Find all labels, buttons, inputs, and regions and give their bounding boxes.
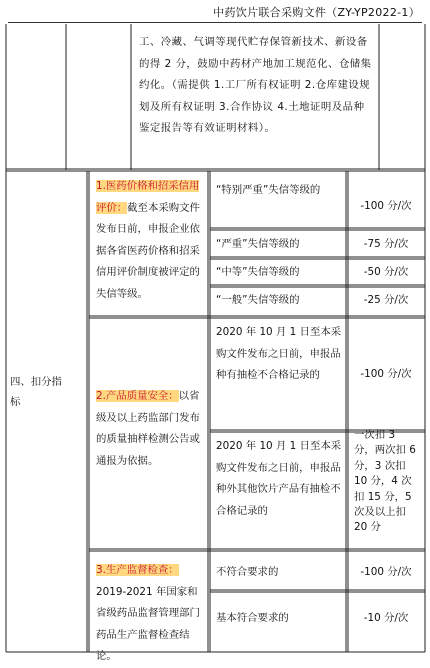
- item3-description: [94, 560, 206, 668]
- item2-row-1-condition: 2020 年 10 月 1 日至本采购文件发布之日前，申报品种有抽检不合格记录的: [216, 326, 342, 381]
- item1-description: [94, 176, 206, 305]
- item1-row-2-condition: “严重”失信等级的: [216, 238, 300, 250]
- header-divider: [8, 22, 422, 23]
- item1-row-4-condition: “一般”失信等级的: [216, 294, 300, 306]
- item3-row-1-condition: 不符合要求的: [216, 566, 279, 578]
- item1-title: 1.医药价格和招采信用评价：: [96, 180, 200, 214]
- item3-body: 2019-2021 年国家和省级药品监督管理部门药品生产监督检查结论。: [96, 585, 200, 662]
- item2-row-1-score: -100 分/次: [360, 368, 412, 380]
- category-cell: [6, 372, 64, 412]
- item1-row-3-score: -50 分/次: [363, 266, 409, 278]
- item3-row-2-score: -10 分/次: [363, 612, 409, 624]
- top-cell-content: 工、冷藏、气调等现代贮存保管新技术、新设备的得 2 分，鼓励中药材产地加工规范化、仓储集约化。（需提供 1.工厂所有权证明 2.仓库建设规划及所有权证明 3.合作协议 4.土地证明及品种鉴定报告等有效证明材料）。: [139, 36, 372, 134]
- item1-row-1-condition: “特别严重”失信等级的: [216, 184, 321, 196]
- top-cell-text: [136, 32, 378, 140]
- item3-title: 3.生产监督检查：: [96, 564, 179, 576]
- document-title: 中药饮片联合采购文件（ZY-YP2022-1）: [213, 6, 420, 19]
- item1-row-1-score: -100 分/次: [360, 200, 412, 212]
- item2-description: [94, 386, 206, 472]
- item1-row-2-score: -75 分/次: [363, 238, 409, 250]
- item3-row-2-condition: 基本符合要求的: [216, 612, 289, 624]
- item2-title: 2.产品质量安全：: [96, 390, 179, 402]
- page-header: [0, 0, 430, 26]
- item2-row-2-condition: 2020 年 10 月 1 日至本采购文件发布之日前，申报品种外其他饮片产品有抽检不合格记录的: [216, 440, 342, 517]
- item3-row-1-score: -100 分/次: [360, 566, 412, 578]
- item2-body: 以省级及以上药监部门发布的质量抽样检测公告或通报为依据。: [96, 390, 200, 467]
- item1-row-3-condition: “中等”失信等级的: [216, 266, 300, 278]
- item2-row-2-score: 一次扣 3 分，两次扣 6 分，3 次扣 10 分，4 次扣 15 分，5 次及以上扣 20 分: [354, 429, 416, 534]
- category-label: 四、扣分指标: [10, 376, 62, 408]
- item1-row-4-score: -25 分/次: [363, 294, 409, 306]
- item1-body: 截至本采购文件发布日前，申报企业依据各省医药价格和招采信用评价制度被评定的失信等级。: [96, 201, 200, 300]
